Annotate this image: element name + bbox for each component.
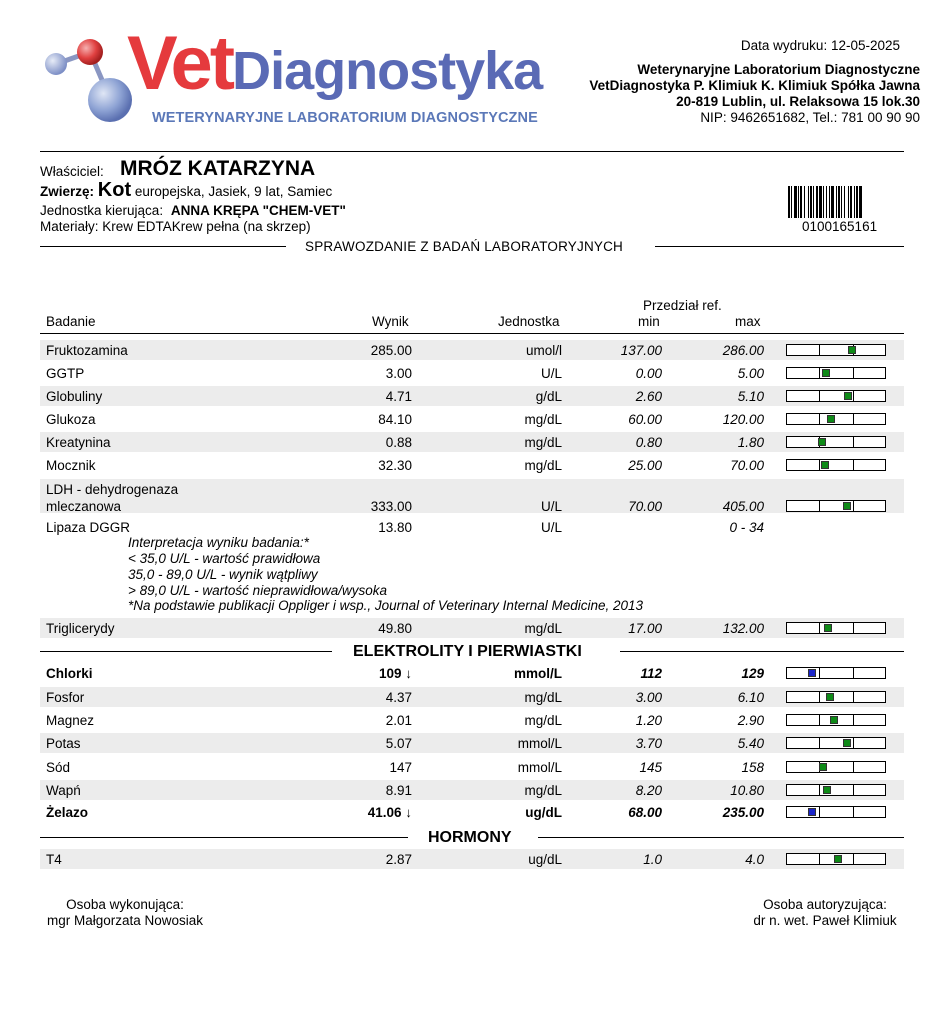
ref-min: 112 — [640, 666, 662, 681]
ref-max: 5.40 — [737, 736, 764, 751]
range-tick — [819, 460, 820, 470]
test-name: Sód — [46, 760, 71, 775]
test-name: Lipaza DGGR — [46, 520, 131, 535]
range-indicator-bar — [786, 622, 886, 634]
test-result: 32.30 — [378, 458, 412, 473]
result-marker — [843, 502, 851, 510]
ref-min: 1.0 — [643, 852, 662, 867]
test-name: T4 — [46, 852, 62, 867]
result-marker — [848, 346, 856, 354]
test-result: 5.07 — [385, 736, 412, 751]
interpretation-line: *Na podstawie publikacji Oppliger i wsp., Journal of Veterinary Internal Medicine, 2013 — [128, 598, 644, 613]
animal-label: Zwierzę: — [40, 184, 95, 199]
range-tick — [819, 692, 820, 702]
report-title: SPRAWOZDANIE Z BADAŃ LABORATORYJNYCH — [305, 239, 624, 254]
test-unit: mg/dL — [524, 783, 562, 798]
range-tick — [853, 854, 854, 864]
ref-max: 5.00 — [737, 366, 764, 381]
print-date: Data wydruku: 12-05-2025 — [740, 38, 900, 53]
animal-details: europejska, Jasiek, 9 lat, Samiec — [134, 184, 333, 199]
test-unit: mmol/L — [517, 736, 562, 751]
range-tick — [853, 368, 854, 378]
result-marker — [834, 855, 842, 863]
barcode-number: 0100165161 — [802, 219, 878, 234]
result-marker — [821, 461, 829, 469]
range-tick — [853, 460, 854, 470]
result-marker — [843, 739, 851, 747]
owner-name: MRÓZ KATARZYNA — [120, 157, 316, 180]
table-row — [40, 733, 904, 753]
result-marker — [822, 369, 830, 377]
result-marker — [818, 438, 826, 446]
ref-min: 137.00 — [620, 343, 662, 358]
range-tick — [853, 623, 854, 633]
range-indicator-bar — [786, 737, 886, 749]
table-row — [40, 780, 904, 800]
test-unit: umol/l — [525, 343, 562, 358]
unit-label: Jednostka kierująca: — [40, 203, 164, 218]
range-tick — [819, 715, 820, 725]
lab-address-block — [589, 62, 920, 126]
referring-unit-line — [40, 203, 346, 218]
test-name-line1: LDH - dehydrogenaza — [46, 482, 179, 497]
title-rule-left — [40, 246, 286, 247]
range-indicator-bar — [786, 436, 886, 448]
col-header-test: Badanie — [46, 314, 96, 329]
test-name: Globuliny — [46, 389, 103, 404]
result-marker — [824, 624, 832, 632]
range-tick — [819, 623, 820, 633]
test-unit: U/L — [540, 366, 562, 381]
range-indicator-bar — [786, 344, 886, 356]
section-rule-left-hormones — [40, 837, 408, 838]
test-unit: g/dL — [535, 389, 562, 404]
result-marker — [830, 716, 838, 724]
table-row — [40, 455, 904, 475]
header-divider — [40, 151, 904, 152]
test-unit: mg/dL — [524, 621, 562, 636]
range-tick — [853, 414, 854, 424]
table-row — [40, 618, 904, 638]
animal-line — [40, 179, 333, 201]
range-tick — [819, 854, 820, 864]
ref-max: 1.80 — [737, 435, 764, 450]
test-name-line2: mleczanowa — [46, 499, 122, 514]
table-row — [40, 517, 904, 537]
ref-min: 3.00 — [635, 690, 662, 705]
ref-min: 68.00 — [628, 805, 662, 820]
col-header-max: max — [735, 314, 761, 329]
range-tick — [853, 692, 854, 702]
table-row — [40, 340, 904, 360]
result-marker — [819, 763, 827, 771]
test-result: 41.06 ↓ — [367, 805, 412, 820]
test-name: Magnez — [46, 713, 95, 728]
range-indicator-bar — [786, 459, 886, 471]
ref-max: 4.0 — [745, 852, 764, 867]
section-rule-right-hormones — [538, 837, 904, 838]
result-marker — [808, 669, 816, 677]
section-hormones: HORMONY — [428, 829, 512, 846]
range-tick — [819, 345, 820, 355]
ref-max: 6.10 — [737, 690, 764, 705]
range-indicator-bar — [786, 390, 886, 402]
ref-min: 60.00 — [628, 412, 662, 427]
range-tick — [819, 368, 820, 378]
test-result: 2.01 — [385, 713, 412, 728]
range-tick — [819, 391, 820, 401]
range-indicator-bar — [786, 367, 886, 379]
ref-min: 2.60 — [635, 389, 662, 404]
test-result: 13.80 — [378, 520, 412, 535]
interpretation-line: 35,0 - 89,0 U/L - wynik wątpliwy — [128, 567, 318, 582]
ref-max: 158 — [741, 760, 764, 775]
test-result: 4.71 — [385, 389, 412, 404]
test-result: 3.00 — [385, 366, 412, 381]
test-result: 109 ↓ — [378, 666, 412, 681]
test-name: Chlorki — [46, 666, 93, 681]
test-result: 4.37 — [385, 690, 412, 705]
table-row — [40, 687, 904, 707]
table-row — [40, 757, 904, 777]
range-tick — [819, 807, 820, 817]
table-row — [40, 363, 904, 383]
test-unit: mg/dL — [524, 435, 562, 450]
test-name: Mocznik — [46, 458, 96, 473]
test-result: 2.87 — [385, 852, 412, 867]
test-result: 49.80 — [378, 621, 412, 636]
test-name: Triglicerydy — [46, 621, 115, 636]
test-result: 147 — [389, 760, 412, 775]
ref-max: 129 — [741, 666, 764, 681]
molecule-logo-icon — [38, 36, 134, 132]
lab-name: Weterynaryjne Laboratorium Diagnostyczne — [637, 62, 920, 77]
range-indicator-bar — [786, 691, 886, 703]
ref-max: 286.00 — [722, 343, 764, 358]
interpretation-line: Interpretacja wyniku badania:* — [128, 535, 309, 550]
range-indicator-bar — [786, 714, 886, 726]
table-row — [40, 386, 904, 406]
ref-min: 145 — [639, 760, 662, 775]
test-name: Kreatynina — [46, 435, 111, 450]
authorizer-name: dr n. wet. Paweł Klimiuk — [753, 913, 897, 928]
range-indicator-bar — [786, 413, 886, 425]
section-electrolytes: ELEKTROLITY I PIERWIASTKI — [353, 643, 582, 660]
range-indicator-bar — [786, 761, 886, 773]
logo-vet-text: Vet — [127, 21, 233, 106]
range-indicator-bar — [786, 853, 886, 865]
table-header-rule — [40, 333, 904, 334]
col-header-min: min — [638, 314, 660, 329]
test-result: 84.10 — [378, 412, 412, 427]
ref-min: 0.00 — [635, 366, 662, 381]
animal-species: Kot — [97, 179, 132, 201]
logo-diag-text: Diagnostyka — [232, 41, 543, 101]
result-marker — [808, 808, 816, 816]
test-name: Potas — [46, 736, 81, 751]
ref-max: 2.90 — [737, 713, 764, 728]
test-name: Żelazo — [46, 805, 89, 820]
test-unit: mg/dL — [524, 713, 562, 728]
ref-min: 17.00 — [628, 621, 662, 636]
range-tick — [853, 391, 854, 401]
ref-min: 0.80 — [635, 435, 662, 450]
ref-max: 5.10 — [737, 389, 764, 404]
range-tick — [819, 501, 820, 511]
lab-company: VetDiagnostyka P. Klimiuk K. Klimiuk Spółka Jawna — [589, 78, 920, 93]
result-marker — [826, 693, 834, 701]
col-header-ref: Przedział ref. — [643, 298, 722, 313]
test-name: Glukoza — [46, 412, 96, 427]
ref-min: 8.20 — [635, 783, 662, 798]
test-unit: ug/dL — [528, 852, 562, 867]
test-unit: U/L — [540, 499, 562, 514]
result-marker — [844, 392, 852, 400]
lab-nip: NIP: 9462651682, Tel.: 781 00 90 90 — [700, 110, 920, 125]
logo-wordmark — [127, 21, 543, 111]
table-row — [40, 432, 904, 452]
table-row — [40, 802, 904, 822]
test-unit: ug/dL — [525, 805, 562, 820]
range-tick — [853, 807, 854, 817]
table-row — [40, 663, 904, 683]
interpretation-line: > 89,0 U/L - wartość nieprawidłowa/wysoka — [128, 583, 387, 598]
range-tick — [853, 501, 854, 511]
interpretation-line: < 35,0 U/L - wartość prawidłowa — [128, 551, 321, 566]
range-indicator-bar — [786, 806, 886, 818]
range-tick — [819, 738, 820, 748]
ref-max: 70.00 — [730, 458, 764, 473]
range-tick — [853, 668, 854, 678]
range-tick — [853, 738, 854, 748]
ref-max: 405.00 — [722, 499, 764, 514]
ref-max: 235.00 — [722, 805, 764, 820]
test-name: Fosfor — [46, 690, 85, 705]
test-unit: U/L — [540, 520, 562, 535]
ref-min: 3.70 — [635, 736, 662, 751]
col-header-unit: Jednostka — [498, 314, 560, 329]
test-result: 0.88 — [385, 435, 412, 450]
range-tick — [853, 785, 854, 795]
title-rule-right — [655, 246, 904, 247]
table-row — [40, 849, 904, 869]
ref-min: 25.00 — [628, 458, 662, 473]
test-unit: mg/dL — [524, 458, 562, 473]
table-row — [40, 710, 904, 730]
lab-address: 20-819 Lublin, ul. Relaksowa 15 lok.30 — [676, 94, 920, 109]
range-tick — [819, 414, 820, 424]
range-indicator-bar — [786, 667, 886, 679]
range-indicator-bar — [786, 500, 886, 512]
test-unit: mg/dL — [524, 412, 562, 427]
material-line: Materiały: Krew EDTAKrew pełna (na skrzep) — [40, 219, 311, 234]
ref-max: 0 - 34 — [729, 520, 764, 535]
section-rule-left-electrolytes — [40, 651, 332, 652]
table-row — [40, 479, 904, 513]
range-tick — [819, 668, 820, 678]
section-rule-right-electrolytes — [620, 651, 904, 652]
authorizer-label: Osoba autoryzująca: — [763, 897, 887, 912]
ref-min: 70.00 — [628, 499, 662, 514]
performer-name: mgr Małgorzata Nowosiak — [46, 913, 204, 928]
range-tick — [853, 437, 854, 447]
test-result: 285.00 — [370, 343, 412, 358]
owner-label: Właściciel: — [40, 164, 104, 179]
ref-max: 120.00 — [722, 412, 764, 427]
test-result: 8.91 — [385, 783, 412, 798]
range-indicator-bar — [786, 784, 886, 796]
test-name: Wapń — [46, 783, 81, 798]
performer-signature — [40, 897, 210, 929]
ref-max: 10.80 — [730, 783, 764, 798]
test-result: 333.00 — [370, 499, 412, 514]
test-unit: mmol/L — [517, 760, 562, 775]
result-marker — [827, 415, 835, 423]
result-marker — [823, 786, 831, 794]
range-tick — [853, 762, 854, 772]
table-row — [40, 409, 904, 429]
ref-min: 1.20 — [635, 713, 662, 728]
unit-name: ANNA KRĘPA "CHEM-VET" — [170, 203, 346, 218]
test-name: GGTP — [46, 366, 85, 381]
barcode-icon — [788, 186, 898, 218]
performer-label: Osoba wykonująca: — [66, 897, 184, 912]
range-tick — [853, 715, 854, 725]
ref-max: 132.00 — [722, 621, 764, 636]
test-unit: mg/dL — [524, 690, 562, 705]
test-name: Fruktozamina — [46, 343, 128, 358]
authorizer-signature — [744, 897, 906, 929]
range-tick — [819, 785, 820, 795]
col-header-result: Wynik — [372, 314, 409, 329]
test-unit: mmol/L — [513, 666, 562, 681]
logo-subtitle: WETERYNARYJNE LABORATORIUM DIAGNOSTYCZNE — [152, 110, 538, 126]
